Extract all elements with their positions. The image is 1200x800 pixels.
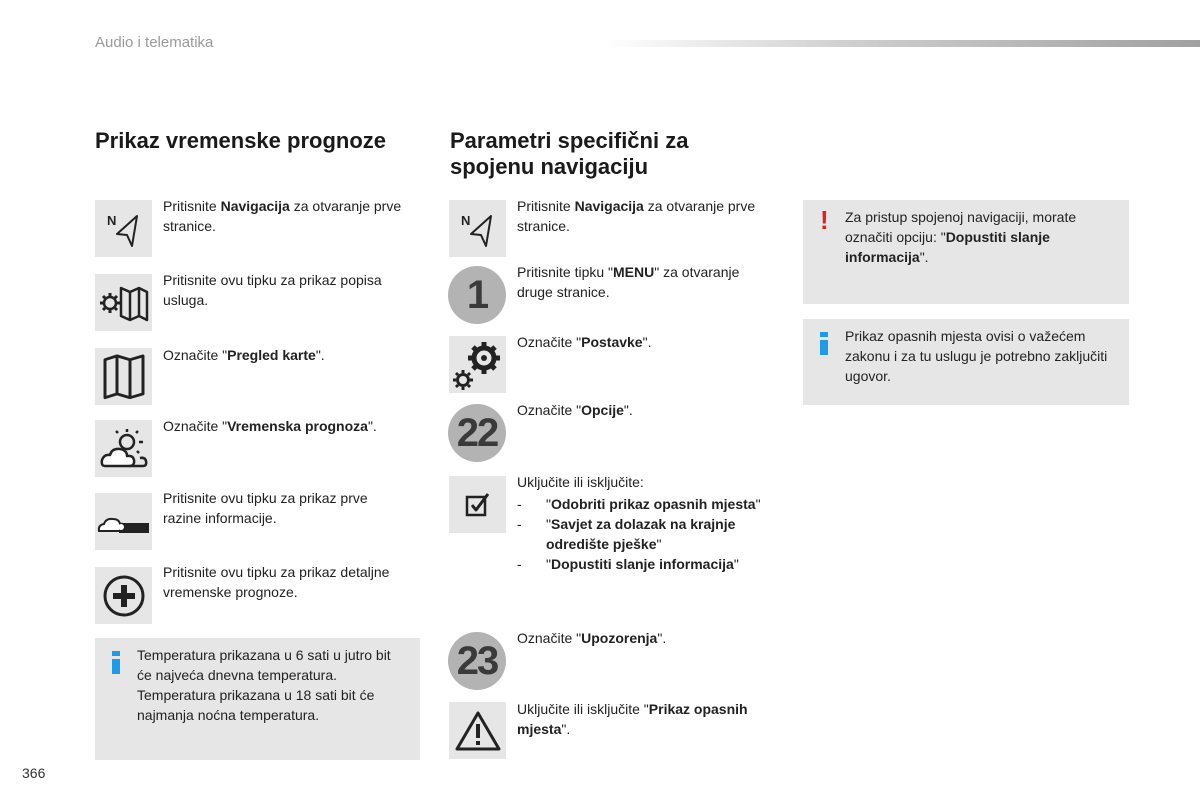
middle-step-2-text: Pritisnite tipku "MENU" za otvaranje druge stranice.	[517, 264, 740, 300]
step-icon-box	[449, 476, 506, 533]
left-step-4-text: Označite "Vremenska prognoza".	[163, 418, 377, 434]
list-item: - "Savjet za dolazak na krajnje odredište pješke"	[517, 516, 736, 552]
step-icon-box	[95, 274, 152, 331]
list-item: - "Odobriti prikaz opasnih mjesta"	[517, 496, 761, 512]
map-icon	[101, 354, 147, 400]
middle-step-3-text: Označite "Postavke".	[517, 334, 652, 350]
warning-triangle-icon	[454, 709, 502, 753]
middle-step-6-text: Označite "Upozorenja".	[517, 630, 667, 646]
navigation-icon	[455, 206, 501, 252]
weather-bar-icon	[97, 507, 151, 537]
step-icon-box	[449, 200, 506, 257]
warning-note	[803, 200, 1129, 304]
step-icon-box	[95, 567, 152, 624]
left-heading: Prikaz vremenske prognoze	[95, 128, 387, 153]
step-icon-box	[95, 420, 152, 477]
step-icon-box	[95, 200, 152, 257]
navigation-icon	[101, 206, 147, 252]
gears-icon	[451, 338, 505, 392]
exclamation-icon: !	[820, 205, 829, 235]
svg-text:N: N	[106, 212, 116, 228]
middle-step-5-text: Uključite ili isključite:	[517, 474, 644, 490]
step-icon-box	[449, 702, 506, 759]
toggle-options-list	[517, 494, 772, 574]
right-info-note-text: Prikaz opasnih mjesta ovisi o važećem zakonu i za tu uslugu je potrebno zaključiti ugovor.	[845, 328, 1108, 384]
step-icon-box	[449, 336, 506, 393]
step-icon-box	[95, 348, 152, 405]
step-icon-box	[95, 493, 152, 550]
middle-step-7-text: Uključite ili isključite "Prikaz opasnih mjesta".	[517, 701, 748, 737]
list-item: - "Dopustiti slanje informacija"	[517, 556, 739, 572]
header-title: Audio i telematika	[95, 34, 214, 51]
left-step-2-text: Pritisnite ovu tipku za prikaz popisa usluga.	[163, 272, 382, 308]
weather-icon	[99, 426, 149, 472]
middle-heading: Parametri specifični za spojenu navigaciju	[450, 128, 689, 179]
left-info-note	[95, 638, 420, 760]
right-info-note	[803, 319, 1129, 405]
left-step-6-text: Pritisnite ovu tipku za prikaz detaljne vremenske prognoze.	[163, 564, 390, 600]
warning-note-text: Za pristup spojenoj navigaciji, morate označiti opciju: "Dopustiti slanje informacija".	[845, 209, 1077, 265]
middle-step-4-text: Označite "Opcije".	[517, 402, 633, 418]
checkbox-icon	[463, 490, 493, 520]
step-number-23: 23	[448, 632, 506, 690]
left-step-3-text: Označite "Pregled karte".	[163, 347, 325, 363]
step-number-22: 22	[448, 404, 506, 462]
plus-circle-icon	[101, 573, 147, 619]
middle-step-1-text: Pritisnite Navigacija za otvaranje prve stranice.	[517, 198, 756, 234]
map-settings-icon	[99, 282, 149, 324]
step-number-1: 1	[448, 266, 506, 324]
page-number: 366	[22, 765, 46, 781]
left-note-text: Temperatura prikazana u 6 sati u jutro bit će najveća dnevna temperatura. Temperatura prikazana u 18 sati bit će najmanja noćna temperatura.	[137, 647, 391, 723]
left-step-5-text: Pritisnite ovu tipku za prikaz prve razine informacije.	[163, 490, 368, 526]
svg-text:N: N	[460, 212, 470, 228]
left-step-1-text: Pritisnite Navigacija za otvaranje prve stranice.	[163, 198, 402, 234]
header-decor-bar	[605, 40, 1200, 47]
